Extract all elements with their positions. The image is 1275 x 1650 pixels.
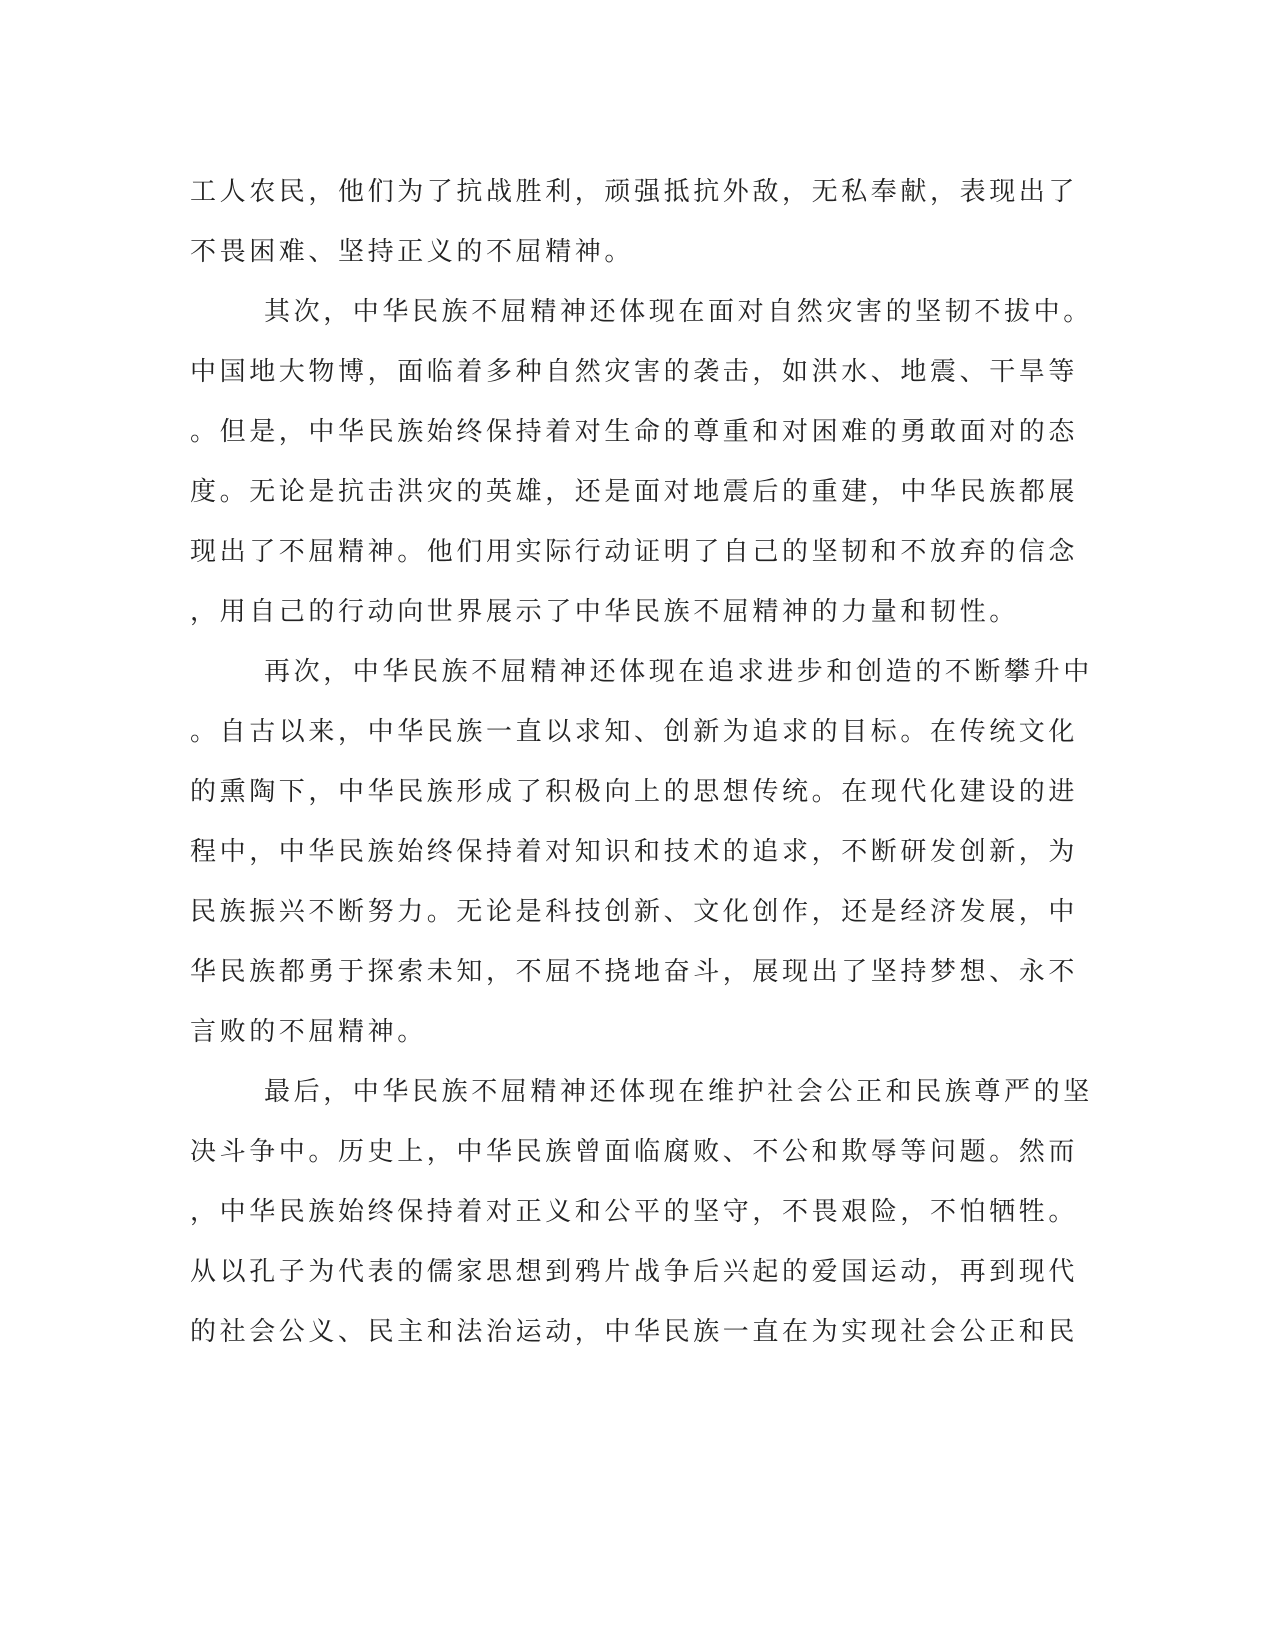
text-line: ，中华民族始终保持着对正义和公平的坚守，不畏艰险，不怕牺牲。 [190,1197,1079,1227]
text-line: 程中，中华民族始终保持着对知识和技术的追求，不断研发创新，为 [190,837,1079,867]
text-line: 度。无论是抗击洪灾的英雄，还是面对地震后的重建，中华民族都展 [190,477,1079,507]
text-line: 。但是，中华民族始终保持着对生命的尊重和对困难的勇敢面对的态 [190,417,1079,447]
body-text [190,162,1093,1362]
text-line: 的社会公义、民主和法治运动，中华民族一直在为实现社会公正和民 [190,1317,1079,1347]
text-line: 现出了不屈精神。他们用实际行动证明了自己的坚韧和不放弃的信念 [190,537,1079,567]
text-line: 不畏困难、坚持正义的不屈精神。 [190,237,635,267]
text-line: 言败的不屈精神。 [190,1017,427,1047]
text-line: 中国地大物博，面临着多种自然灾害的袭击，如洪水、地震、干旱等 [190,357,1079,387]
text-line: 华民族都勇于探索未知，不屈不挠地奋斗，展现出了坚持梦想、永不 [190,957,1079,987]
text-line: ，用自己的行动向世界展示了中华民族不屈精神的力量和韧性。 [190,597,1019,627]
text-line: 决斗争中。历史上，中华民族曾面临腐败、不公和欺辱等问题。然而 [190,1137,1079,1167]
text-line: 民族振兴不断努力。无论是科技创新、文化创作，还是经济发展，中 [190,897,1079,927]
paragraph-start-line: 其次，中华民族不屈精神还体现在面对自然灾害的坚韧不拔中。 [264,297,1093,327]
text-line: 从以孔子为代表的儒家思想到鸦片战争后兴起的爱国运动，再到现代 [190,1257,1079,1287]
paragraph-start-line: 最后，中华民族不屈精神还体现在维护社会公正和民族尊严的坚 [264,1077,1093,1107]
text-line: 的熏陶下，中华民族形成了积极向上的思想传统。在现代化建设的进 [190,777,1079,807]
paragraph-start-line: 再次，中华民族不屈精神还体现在追求进步和创造的不断攀升中 [264,657,1093,687]
text-line: 。自古以来，中华民族一直以求知、创新为追求的目标。在传统文化 [190,717,1079,747]
text-line: 工人农民，他们为了抗战胜利，顽强抵抗外敌，无私奉献，表现出了 [190,177,1079,207]
